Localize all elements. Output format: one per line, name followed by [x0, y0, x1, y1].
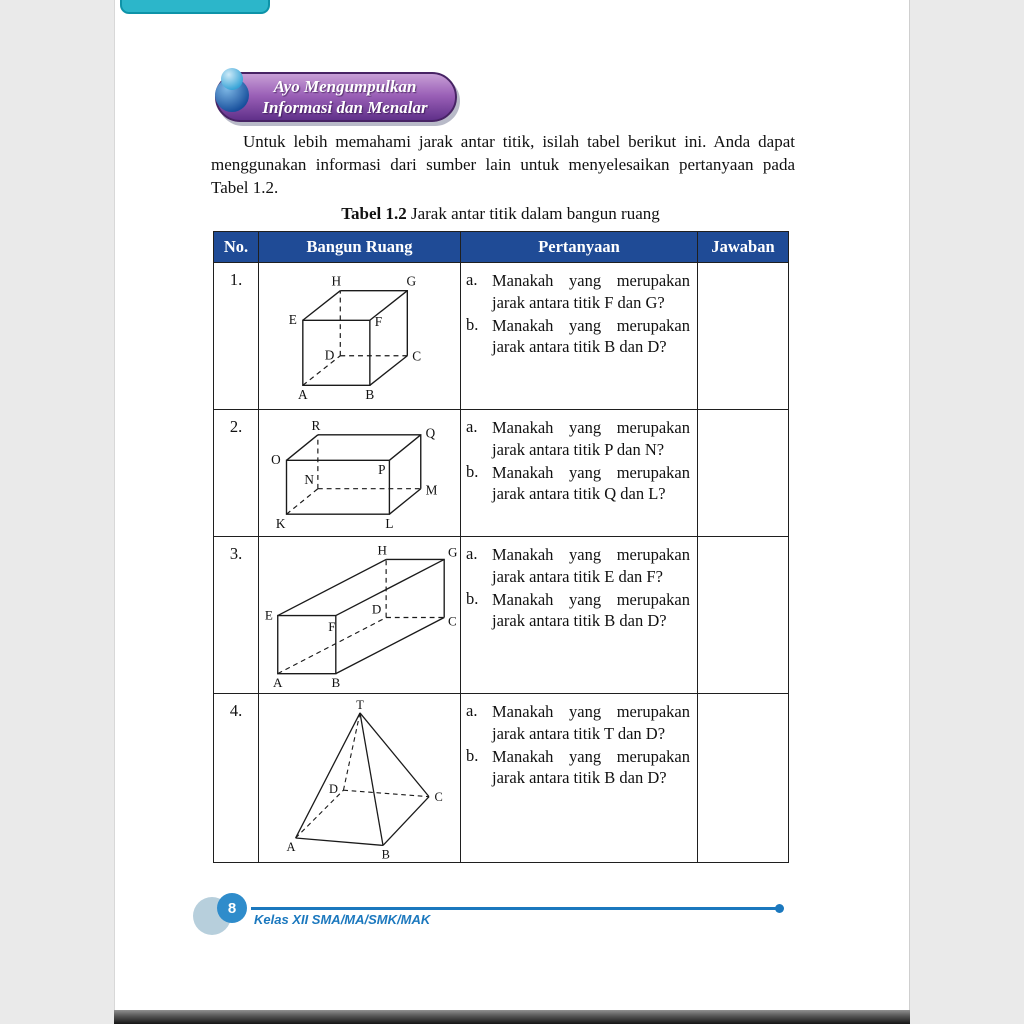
vertex-label: F — [374, 314, 382, 330]
vertex-label: O — [270, 452, 281, 468]
vertex-label: D — [328, 781, 338, 796]
table-header-row — [214, 232, 789, 263]
table-caption — [213, 204, 788, 224]
vertex-label: H — [377, 543, 387, 558]
question-marker: a. — [466, 701, 478, 720]
page-bottom-edge — [114, 1010, 910, 1024]
vertex-label: T — [355, 700, 364, 713]
badge-line2: Informasi dan Menalar — [262, 98, 428, 117]
table-row — [214, 537, 789, 694]
row-number: 4. — [214, 694, 259, 863]
question-marker: b. — [466, 588, 479, 608]
question-text: Manakah yang merupakan jarak antara titik E dan F? — [492, 545, 690, 586]
footer-rule — [251, 907, 779, 910]
jawaban-cell — [698, 410, 789, 537]
question-marker: a. — [466, 270, 478, 289]
vertex-label: R — [310, 417, 320, 433]
vertex-label: H — [331, 273, 341, 289]
vertex-label: A — [297, 387, 308, 403]
vertex-label: K — [275, 515, 285, 531]
jawaban-cell — [698, 694, 789, 863]
vertex-label: Q — [425, 425, 435, 441]
question-text: Manakah yang merupakan jarak antara titik B dan D? — [492, 746, 690, 788]
question-text: Manakah yang merupakan jarak antara titik Q dan L? — [492, 462, 690, 504]
vertex-label: L — [384, 515, 393, 531]
intro-paragraph: Untuk lebih memahami jarak antar titik, isilah tabel berikut ini. Anda dapat menggunakan informasi dari sumber lain untuk menyelesaikan pertanyaan pada Tabel 1.2. — [211, 132, 795, 197]
pertanyaan-cell — [461, 410, 698, 537]
vertex-label: B — [381, 847, 390, 862]
vertex-label: E — [288, 312, 297, 328]
header-no: No. — [214, 232, 259, 263]
vertex-label: C — [434, 790, 443, 805]
teal-header-tab — [120, 0, 270, 14]
table-row — [214, 694, 789, 863]
footer-rule-end-dot — [775, 904, 784, 913]
page-number-badge: 8 — [217, 893, 247, 923]
figure-cell — [259, 694, 461, 863]
question-text: Manakah yang merupakan jarak antara titik B dan D? — [492, 589, 690, 631]
badge-circle-icon — [221, 68, 243, 90]
jarak-antar-titik-table — [213, 231, 789, 863]
vertex-label: A — [272, 675, 282, 691]
vertex-label: G — [405, 273, 416, 289]
book-page — [114, 0, 910, 1010]
figure-cell — [259, 537, 461, 694]
pyramid-figure — [268, 700, 452, 862]
vertex-label: C — [447, 613, 457, 629]
vertex-label: B — [330, 675, 340, 691]
long-cuboid-figure — [260, 543, 460, 693]
figure-cell — [259, 410, 461, 537]
header-pertanyaan: Pertanyaan — [461, 232, 698, 263]
question-marker: b. — [466, 745, 479, 765]
table-row — [214, 263, 789, 410]
question-text: Manakah yang merupakan jarak antara titik B dan D? — [492, 315, 690, 357]
vertex-label: D — [371, 601, 381, 617]
badge-line1: Ayo Mengumpulkan — [273, 76, 417, 96]
header-jawaban: Jawaban — [698, 232, 789, 263]
vertex-label: M — [425, 482, 437, 498]
question-text: Manakah yang merupakan jarak antara titik T dan D? — [492, 702, 690, 743]
question-marker: b. — [466, 461, 479, 481]
footer-book-title: Kelas XII SMA/MA/SMK/MAK — [254, 912, 431, 927]
page-footer — [115, 888, 909, 948]
question-marker: b. — [466, 314, 479, 334]
jawaban-cell — [698, 263, 789, 410]
vertex-label: N — [303, 471, 314, 487]
badge-title — [215, 72, 457, 122]
table-caption-number: Tabel 1.2 — [341, 204, 407, 223]
question-text: Manakah yang merupakan jarak antara titik F dan G? — [492, 271, 690, 312]
cube-figure — [261, 269, 459, 407]
row-number: 1. — [214, 263, 259, 410]
pertanyaan-cell — [461, 263, 698, 410]
vertex-label: P — [377, 462, 385, 478]
vertex-label: C — [411, 348, 421, 364]
vertex-label: A — [286, 839, 295, 854]
row-number: 2. — [214, 410, 259, 537]
pertanyaan-cell — [461, 694, 698, 863]
jawaban-cell — [698, 537, 789, 694]
vertex-label: E — [264, 607, 273, 623]
table-caption-text: Jarak antar titik dalam bangun ruang — [406, 204, 660, 223]
cuboid-figure — [262, 416, 458, 534]
header-bangun-ruang: Bangun Ruang — [259, 232, 461, 263]
vertex-label: D — [324, 347, 334, 363]
question-text: Manakah yang merupakan jarak antara titik P dan N? — [492, 418, 690, 459]
pertanyaan-cell — [461, 537, 698, 694]
vertex-label: B — [364, 387, 374, 403]
vertex-label: G — [447, 544, 458, 560]
question-marker: a. — [466, 417, 478, 436]
activity-badge — [215, 72, 457, 122]
row-number: 3. — [214, 537, 259, 694]
question-marker: a. — [466, 544, 478, 563]
vertex-label: F — [327, 619, 336, 635]
table-row — [214, 410, 789, 537]
figure-cell — [259, 263, 461, 410]
